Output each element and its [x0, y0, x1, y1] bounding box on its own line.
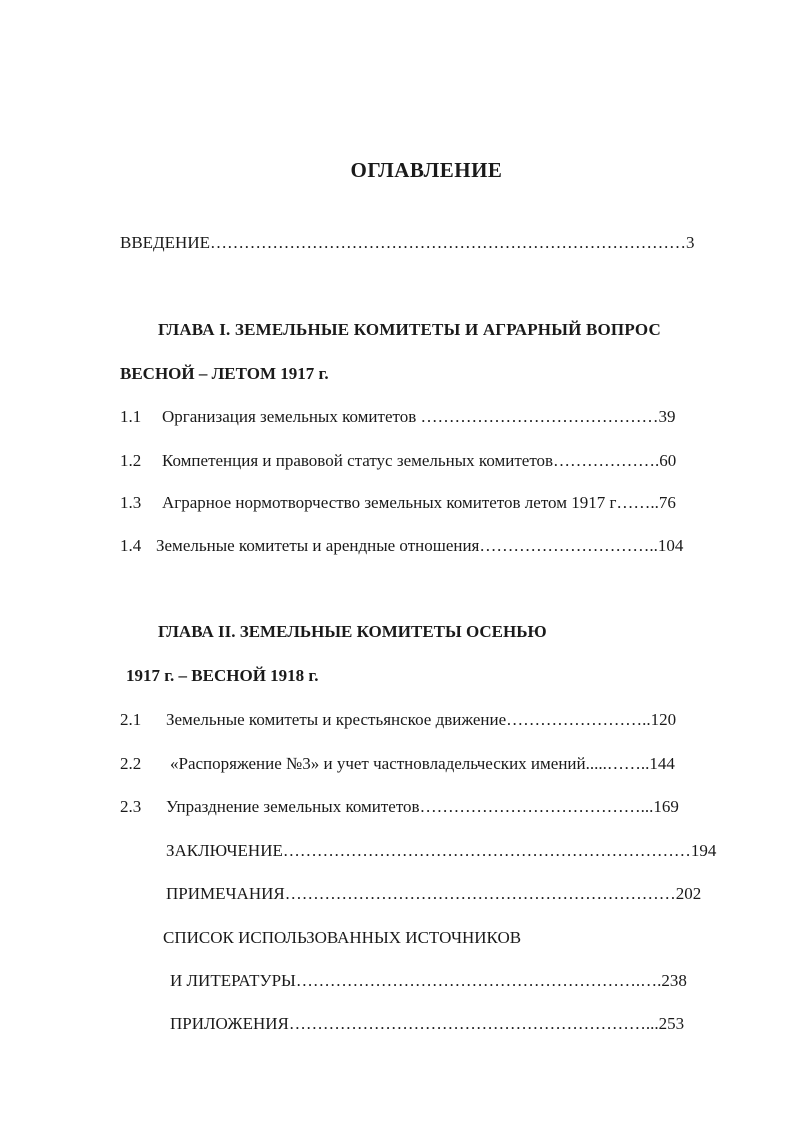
- section-title: Земельные комитеты и арендные отношения…………………………..104: [156, 536, 684, 555]
- section-number: 2.1: [120, 710, 142, 729]
- section-number: 2.3: [120, 797, 142, 816]
- section-number: 1.4: [120, 536, 142, 555]
- toc-section: [120, 535, 683, 557]
- chapter1-heading-line2: ВЕСНОЙ – ЛЕТОМ 1917 г.: [120, 364, 329, 383]
- toc-appendices: ПРИЛОЖЕНИЯ………………………………………………………...253: [170, 1014, 685, 1033]
- chapter2-heading-line2: 1917 г. – ВЕСНОЙ 1918 г.: [126, 666, 319, 685]
- section-number: 1.3: [120, 493, 142, 512]
- chapter2-heading-line1: ГЛАВА II. ЗЕМЕЛЬНЫЕ КОМИТЕТЫ ОСЕНЬЮ: [158, 622, 547, 641]
- section-title: Упразднение земельных комитетов…………………………………...169: [166, 797, 679, 816]
- page-title: ОГЛАВЛЕНИЕ: [350, 158, 503, 182]
- toc-section: [120, 450, 676, 472]
- toc-section: [120, 753, 675, 775]
- section-number: 2.2: [120, 754, 142, 773]
- toc-notes: ПРИМЕЧАНИЯ……………………………………………………………202: [166, 884, 702, 903]
- chapter1-heading-line1: ГЛАВА I. ЗЕМЕЛЬНЫЕ КОМИТЕТЫ И АГРАРНЫЙ ВОПРОС: [158, 320, 661, 339]
- toc-section: [120, 492, 676, 514]
- toc-literature: И ЛИТЕРАТУРЫ…………………………………………………….….238: [170, 971, 687, 990]
- section-title: Аграрное нормотворчество земельных комитетов летом 1917 г……..76: [162, 493, 676, 512]
- section-title: «Распоряжение №3» и учет частновладельческих имений.....……..144: [170, 754, 675, 773]
- section-number: 1.2: [120, 451, 142, 470]
- section-title: Компетенция и правовой статус земельных комитетов……………….60: [162, 451, 677, 470]
- toc-intro: ВВЕДЕНИЕ…………………………………………………………………………3: [120, 233, 695, 252]
- toc-section: [120, 796, 679, 818]
- section-title: Земельные комитеты и крестьянское движение……………………..120: [166, 710, 677, 729]
- section-title: Организация земельных комитетов ……………………………………39: [162, 407, 676, 426]
- toc-section: [120, 406, 675, 428]
- section-number: 1.1: [120, 407, 142, 426]
- toc-conclusion: ЗАКЛЮЧЕНИЕ………………………………………………………………194: [166, 841, 717, 860]
- toc-sources-heading: СПИСОК ИСПОЛЬЗОВАННЫХ ИСТОЧНИКОВ: [163, 928, 522, 947]
- toc-section: [120, 709, 676, 731]
